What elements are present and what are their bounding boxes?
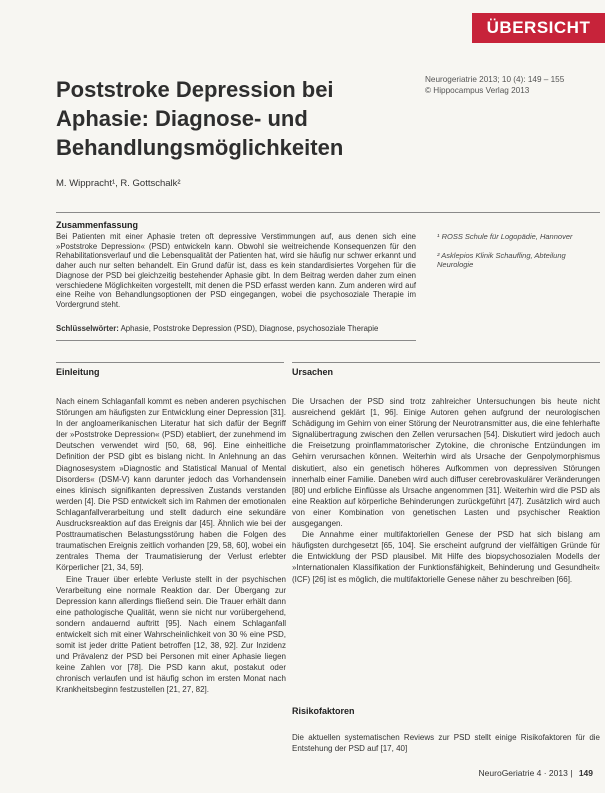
abstract-heading: Zusammenfassung — [56, 220, 139, 230]
section-banner: ÜBERSICHT — [472, 13, 605, 43]
title-line: Aphasie: Diagnose- und — [56, 106, 308, 131]
paragraph: Die Annahme einer multifaktoriellen Genese der PSD hat sich bislang am häufigsten durchgesetzt [65, 104]. Sie erscheint aufgrund der vielfältigen Gründe für die Entwicklung der PSD plausibel. Mit Hilfe des biopsychosozialen Modells der »Internationalen Klassifikation der Funktionsfähigkeit, Behinderung und Gesundheit« (ICF) [26] ist es möglich, die multifaktorielle Genese näher zu beschreiben [66]. — [292, 530, 600, 584]
risk-factors-heading: Risikofaktoren — [292, 706, 355, 716]
title-line: Behandlungsmöglichkeiten — [56, 135, 344, 160]
affiliation-2: ² Asklepios Klinik Schaufling, Abteilung Neurologie — [437, 250, 566, 270]
journal-issue: NeuroGeriatrie 4 · 2013 — [478, 768, 568, 778]
paragraph: Nach einem Schlaganfall kommt es neben anderen psychischen Störungen am häufigsten zur Entwicklung einer Depression [31]. In der angloamerikanischen Literatur hat sich dafür der Begriff der »Poststroke Depression« (PSD) etabliert, der zunehmend im Deutschen verwendet wird [50, 68, 96]. Eine einheitliche Definition der PSD gibt es bislang nicht. In Anlehnung an das Diagnosesystem »Diagnostic and Statistical Manual of Mental Disorders« (DSM-V) kann darunter jedoch das Vorhandensein eines klinisch signifikanten depressiven Zustands verstanden werden [4]. Die PSD entwickelt sich im Rahmen der emotionalen Schlaganfallverarbeitung und stellt dadurch eine sekundäre Ausdrucksreaktion auf das Ereignis dar [45]. Ähnlich wie bei der Posttraumatischen Belastungsstörung haben die Folgen des traumatischen Ereignis zeitlich vorhanden [29, 58, 60], wobei ein zentrales Thema der Traumatisierung der Verlust erlebter Körperlicher [21, 34, 59]. — [56, 397, 286, 573]
page-number: 149 — [578, 768, 593, 778]
divider-keywords — [56, 340, 416, 341]
paragraph: Eine Trauer über erlebte Verluste stellt in der psychischen Verarbeitung eine normale Reaktion dar. Der Übergang zur Depression kann allerdings fließend sein. Die Trauer erhält dann eine pathologische Qualität, wenn sie nicht nur vorübergehend, sondern andauernd auftritt [95]. Nach einem Schlaganfall entwickelt sich mit einer Wahrscheinlichkeit von 30 % eine PSD, somit ist jeder dritte Patient betroffen [12, 38, 92]. Zur Inzidenz und Prävalenz der PSD bei Personen mit einer Aphasie liegen keine Zahlen vor [78]. Die PSD kann akut, postakut oder chronisch verlaufen und ist häufig schon im ersten Monat nach Krankheitsbeginn festzustellen [21, 27, 82]. — [56, 574, 286, 695]
left-column-text — [56, 396, 286, 696]
keywords — [56, 324, 416, 334]
divider-left-col — [56, 362, 284, 363]
citation-line: Neurogeriatrie 2013; 10 (4): 149 – 155 — [425, 75, 565, 84]
keywords-label: Schlüsselwörter: — [56, 324, 119, 333]
journal-meta — [425, 74, 600, 96]
article-title — [56, 75, 396, 162]
paragraph: Die Ursachen der PSD sind trotz zahlreicher Untersuchungen bis heute nicht ausreichend geklärt [1, 96]. Einige Autoren gehen aufgrund der neurologischen Schädigung im Gehirn von einer Störung der Neurotransmitter aus, die eine fehlerhafte Signalübertragung zwischen den Zellen verursachen [54]. Diskutiert wird jedoch auch die Freisetzung proinflammatorischer Zytokine, die chronische Entzündungen im Gehirn verursachen können. Weiterhin wird als Ursache der Genpolymorphismus diskutiert, also ein genetisch höheres Aufkommen von depressiven Störungen innerhalb einer Familie. Daneben wird auch diffuser cerebrovaskulärer Veränderungen [80] und erbliche Einflüsse als Ursache angenommen [31]. Weiterhin wird die PSD als eine Reaktion auf körperliche Behinderungen zurückgeführt [47]. Zusätzlich wird auch von einer Kombination von genetischen Lasten und psychischer Reaktion ausgegangen. — [292, 397, 600, 529]
keywords-text: Aphasie, Poststroke Depression (PSD), Diagnose, psychosoziale Therapie — [120, 324, 379, 333]
affiliation-1: ¹ ROSS Schule für Logopädie, Hannover — [437, 232, 573, 241]
left-column-heading: Einleitung — [56, 367, 100, 377]
abstract-text: Bei Patienten mit einer Aphasie treten oft depressive Verstimmungen auf, aus denen sich eine »Poststroke Depression« (PSD) entwickeln kann. Obwohl sie weitreichende Konsequenzen für den Rehabilitationsverlauf und die Lebensqualität der Patienten hat, wird sie häufig nur schwer erkannt und daher auch nur selten behandelt. Ein Grund dafür ist, dass es kein standardisiertes Vorgehen für die Diagnose der PSD bei gleichzeitig bestehender Aphasie gibt. In dem Beitrag werden daher zum einen verschiedene Möglichkeiten vorgestellt, mit denen die PSD erfasst werden kann. Zum anderen wird auf eine Reihe von Behandlungsoptionen der PSD eingegangen, wobei die psychosoziale Therapie im Vordergrund steht. — [56, 232, 416, 309]
divider-top — [56, 212, 600, 213]
authors: M. Wippracht¹, R. Gottschalk² — [56, 178, 181, 189]
right-column-text — [292, 396, 600, 585]
copyright-line: © Hippocampus Verlag 2013 — [425, 86, 530, 95]
right-column-heading: Ursachen — [292, 367, 334, 377]
footer-separator: | — [570, 768, 573, 778]
divider-right-col — [292, 362, 600, 363]
title-line: Poststroke Depression bei — [56, 77, 334, 102]
affiliations — [437, 232, 597, 279]
risk-factors-text: Die aktuellen systematischen Reviews zur PSD stellt einige Risikofaktoren für die Entstehung der PSD auf [17, 40] — [292, 733, 600, 754]
page-footer — [479, 768, 593, 778]
